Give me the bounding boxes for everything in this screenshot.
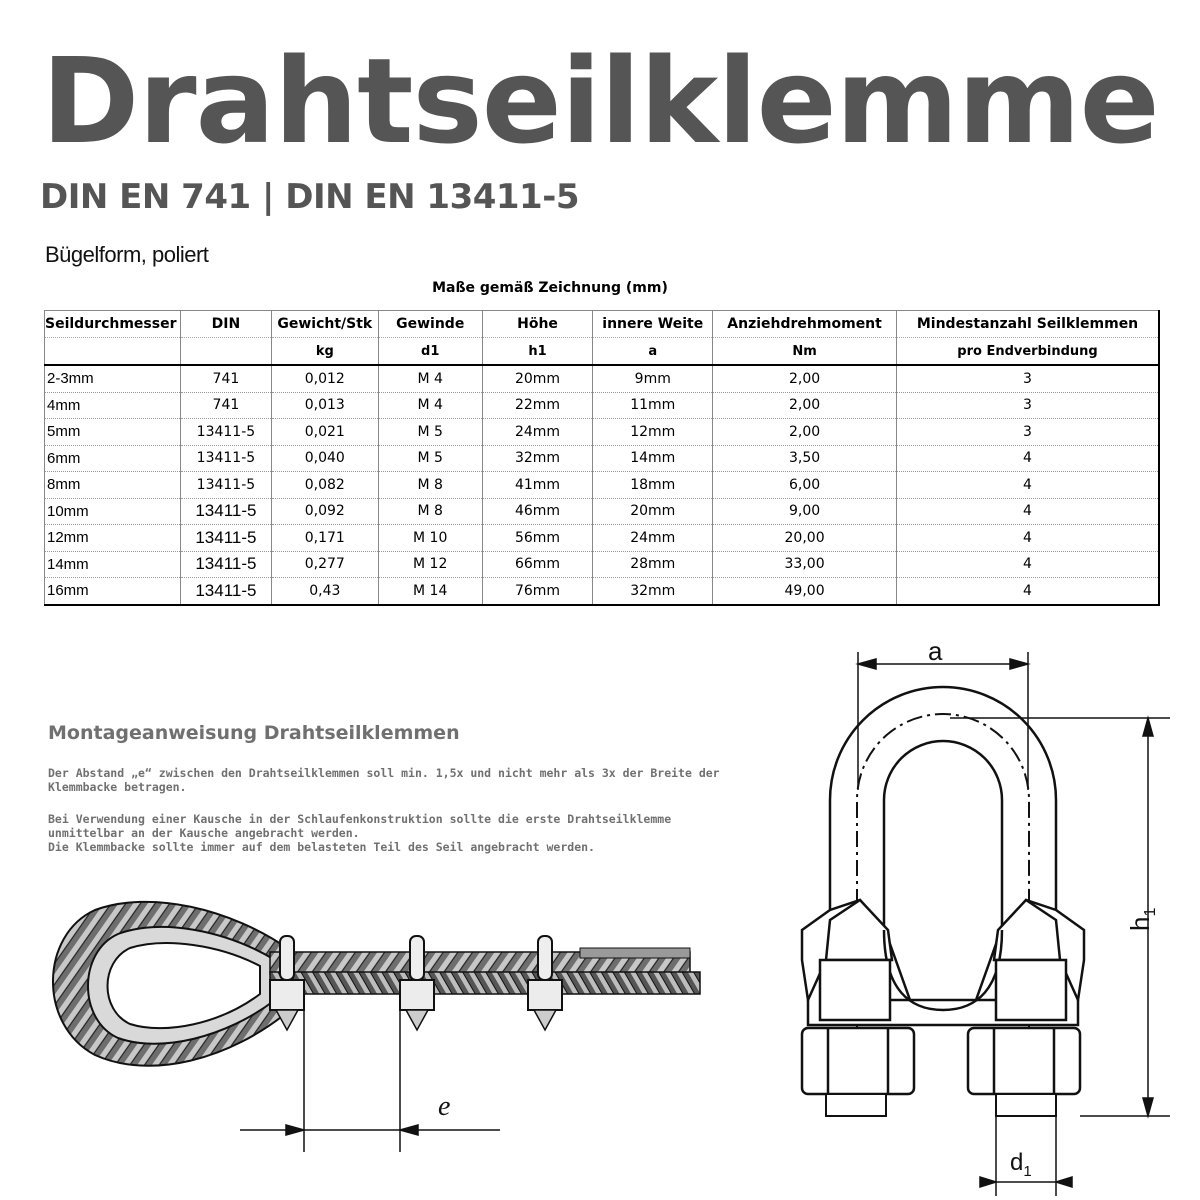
column-header: innere Weite: [593, 311, 713, 338]
table-cell: 4: [897, 445, 1159, 472]
table-cell: 2,00: [713, 365, 897, 392]
instructions-paragraph: Der Abstand „e“ zwischen den Drahtseilklemmen soll min. 1,5x und nicht mehr als 3x der Breite der Klemmbacke betragen.: [48, 766, 720, 794]
table-subheader-row: [45, 338, 1160, 366]
spacing-label: e: [438, 1091, 451, 1122]
table-cell: 13411-5: [180, 419, 271, 446]
table-cell: 13411-5: [180, 472, 271, 499]
table-cell: 0,171: [271, 525, 378, 552]
page-title: Drahtseilklemme: [41, 32, 1159, 170]
table-caption: Maße gemäß Zeichnung (mm): [432, 280, 668, 296]
table-cell: 76mm: [482, 578, 593, 605]
table-cell: 13411-5: [180, 498, 271, 525]
rope-clamp: [528, 936, 562, 1030]
table-cell: M 4: [378, 392, 482, 419]
table-row: [45, 472, 1160, 499]
column-subheader: kg: [271, 338, 378, 366]
table-cell: M 12: [378, 551, 482, 578]
table-cell: 8mm: [45, 472, 181, 499]
instructions-paragraph: Bei Verwendung einer Kausche in der Schlaufenkonstruktion sollte die erste Drahtseilklemme unmittelbar an der Kausche angebracht werden.: [48, 812, 672, 840]
table-cell: 66mm: [482, 551, 593, 578]
table-cell: M 5: [378, 419, 482, 446]
table-cell: 4: [897, 498, 1159, 525]
instructions-paragraph: Die Klemmbacke sollte immer auf dem belasteten Teil des Seil angebracht werden.: [48, 840, 595, 854]
table-cell: 12mm: [45, 525, 181, 552]
column-subheader: [180, 338, 271, 366]
table-cell: M 14: [378, 578, 482, 605]
thimble-eye: [53, 902, 290, 1066]
column-header: Anziehdrehmoment: [713, 311, 897, 338]
column-header: Höhe: [482, 311, 593, 338]
spec-table: [44, 310, 1160, 606]
column-subheader: [45, 338, 181, 366]
table-cell: 16mm: [45, 578, 181, 605]
table-cell: 11mm: [593, 392, 713, 419]
table-cell: 20mm: [482, 365, 593, 392]
variant-label: Bügelform, poliert: [45, 242, 209, 267]
table-cell: 0,040: [271, 445, 378, 472]
column-header: Gewicht/Stk: [271, 311, 378, 338]
width-label: a: [928, 636, 943, 666]
table-cell: 13411-5: [180, 578, 271, 605]
table-cell: 46mm: [482, 498, 593, 525]
table-cell: 13411-5: [180, 445, 271, 472]
table-cell: 3: [897, 365, 1159, 392]
clip-technical-drawing: [780, 630, 1200, 1200]
table-cell: 28mm: [593, 551, 713, 578]
table-cell: 32mm: [482, 445, 593, 472]
rope-assembly-illustration: [40, 890, 720, 1170]
column-subheader: h1: [482, 338, 593, 366]
table-cell: 22mm: [482, 392, 593, 419]
table-cell: M 5: [378, 445, 482, 472]
column-header: DIN: [180, 311, 271, 338]
table-cell: 3: [897, 392, 1159, 419]
table-cell: 13411-5: [180, 525, 271, 552]
table-cell: 14mm: [45, 551, 181, 578]
table-cell: 0,092: [271, 498, 378, 525]
instructions-title: Montageanweisung Drahtseilklemmen: [48, 722, 460, 744]
table-cell: 0,082: [271, 472, 378, 499]
table-cell: 14mm: [593, 445, 713, 472]
table-cell: 4: [897, 472, 1159, 499]
saddle-body: [802, 900, 1084, 1025]
spacing-dimension: [240, 1010, 500, 1152]
table-row: [45, 365, 1160, 392]
table-cell: 5mm: [45, 419, 181, 446]
table-cell: 0,012: [271, 365, 378, 392]
table-cell: M 8: [378, 472, 482, 499]
table-cell: 6mm: [45, 445, 181, 472]
table-cell: M 4: [378, 365, 482, 392]
table-cell: 6,00: [713, 472, 897, 499]
table-cell: 20mm: [593, 498, 713, 525]
table-cell: 32mm: [593, 578, 713, 605]
table-cell: 2-3mm: [45, 365, 181, 392]
table-row: [45, 419, 1160, 446]
table-row: [45, 525, 1160, 552]
table-cell: 4mm: [45, 392, 181, 419]
standard-subtitle: DIN EN 741 | DIN EN 13411-5: [40, 177, 579, 217]
column-header: Seildurchmesser: [45, 311, 181, 338]
table-cell: 0,013: [271, 392, 378, 419]
column-header: Gewinde: [378, 311, 482, 338]
table-header-row: [45, 311, 1160, 338]
thread-label: $d_1$: [1010, 1149, 1032, 1180]
table-cell: M 10: [378, 525, 482, 552]
table-row: [45, 445, 1160, 472]
table-cell: 56mm: [482, 525, 593, 552]
height-label: $h_1$: [1125, 907, 1159, 931]
hex-nut: [802, 1028, 914, 1116]
table-cell: 0,277: [271, 551, 378, 578]
column-subheader: d1: [378, 338, 482, 366]
column-header: Mindestanzahl Seilklemmen: [897, 311, 1159, 338]
table-cell: M 8: [378, 498, 482, 525]
thread-dimension: [980, 1116, 1072, 1196]
table-cell: 24mm: [593, 525, 713, 552]
table-cell: 4: [897, 578, 1159, 605]
table-cell: 3,50: [713, 445, 897, 472]
table-cell: 2,00: [713, 392, 897, 419]
table-cell: 3: [897, 419, 1159, 446]
width-dimension: [858, 652, 1028, 790]
table-cell: 49,00: [713, 578, 897, 605]
table-cell: 24mm: [482, 419, 593, 446]
table-cell: 18mm: [593, 472, 713, 499]
table-cell: 12mm: [593, 419, 713, 446]
table-cell: 2,00: [713, 419, 897, 446]
table-row: [45, 578, 1160, 605]
table-cell: 10mm: [45, 498, 181, 525]
table-cell: 4: [897, 551, 1159, 578]
table-cell: 741: [180, 365, 271, 392]
table-cell: 9,00: [713, 498, 897, 525]
table-cell: 4: [897, 525, 1159, 552]
column-subheader: pro Endverbindung: [897, 338, 1159, 366]
column-subheader: Nm: [713, 338, 897, 366]
column-subheader: a: [593, 338, 713, 366]
table-cell: 9mm: [593, 365, 713, 392]
rope-main: [270, 948, 700, 994]
table-cell: 41mm: [482, 472, 593, 499]
table-cell: 33,00: [713, 551, 897, 578]
table-cell: 20,00: [713, 525, 897, 552]
table-cell: 741: [180, 392, 271, 419]
rope-clamp: [400, 936, 434, 1030]
table-cell: 0,43: [271, 578, 378, 605]
table-cell: 0,021: [271, 419, 378, 446]
table-cell: 13411-5: [180, 551, 271, 578]
table-row: [45, 392, 1160, 419]
hex-nut: [968, 1028, 1080, 1116]
table-row: [45, 498, 1160, 525]
table-row: [45, 551, 1160, 578]
